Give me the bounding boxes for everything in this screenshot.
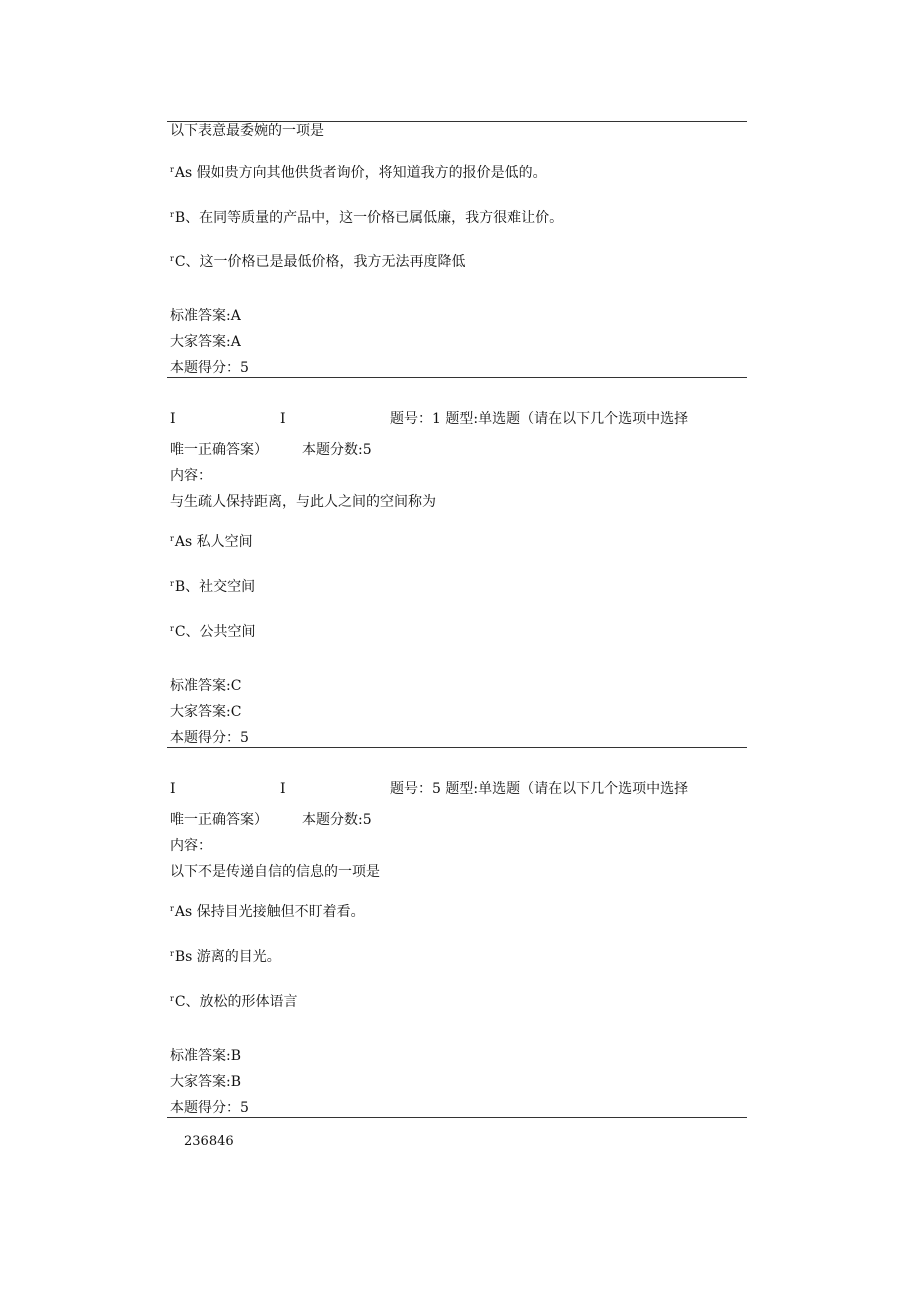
option-c[interactable]	[170, 990, 298, 1011]
divider	[167, 1117, 747, 1118]
option-b[interactable]	[170, 206, 563, 227]
radio-icon[interactable]: r	[170, 210, 174, 219]
question-score: 本题得分：5	[170, 1100, 249, 1116]
option-key: As	[174, 904, 193, 920]
option-text: 假如贵方向其他供货者询价，将知道我方的报价是低的。	[196, 165, 547, 181]
content-label: 内容：	[170, 468, 212, 484]
radio-icon[interactable]: r	[170, 165, 174, 174]
question-content: 以下表意最委婉的一项是	[170, 123, 324, 139]
radio-icon[interactable]: r	[170, 904, 174, 913]
option-text: 社交空间	[199, 579, 256, 595]
radio-icon[interactable]: r	[170, 579, 174, 588]
divider	[167, 747, 747, 748]
option-key: As	[174, 534, 193, 550]
radio-icon[interactable]: r	[170, 949, 174, 958]
page-number: 236846	[184, 1134, 234, 1149]
question-score: 本题得分：5	[170, 360, 249, 376]
option-text: 游离的目光。	[196, 949, 281, 965]
option-key: As	[174, 165, 193, 181]
standard-answer: 标准答案:A	[170, 308, 241, 324]
question-header: 题号：5 题型:单选题（请在以下几个选项中选择	[390, 781, 689, 797]
option-a[interactable]	[170, 530, 253, 551]
question-score: 本题得分：5	[170, 730, 249, 746]
option-key: B、	[174, 210, 200, 226]
radio-icon[interactable]: r	[170, 994, 174, 1003]
option-text: 保持目光接触但不盯着看。	[196, 904, 365, 920]
group-answer: 大家答案:C	[170, 704, 242, 720]
option-a[interactable]	[170, 161, 547, 182]
option-a[interactable]	[170, 900, 365, 921]
option-b[interactable]	[170, 575, 255, 596]
option-text: 这一价格已是最低价格，我方无法再度降低	[199, 254, 466, 270]
header-mark: I	[280, 781, 286, 797]
option-key: C、	[174, 254, 200, 270]
option-key: C、	[174, 994, 200, 1010]
option-b[interactable]	[170, 945, 281, 966]
option-text: 私人空间	[196, 534, 253, 550]
option-key: Bs	[174, 949, 193, 965]
question-content: 与生疏人保持距离，与此人之间的空间称为	[170, 494, 436, 510]
question-header-cont: 唯一正确答案）	[170, 812, 268, 828]
header-mark: I	[280, 411, 286, 427]
option-text: 放松的形体语言	[199, 994, 298, 1010]
option-c[interactable]	[170, 620, 256, 641]
radio-icon[interactable]: r	[170, 254, 174, 263]
question-points: 本题分数:5	[302, 442, 372, 458]
option-key: C、	[174, 624, 200, 640]
group-answer: 大家答案:A	[170, 334, 241, 350]
option-c[interactable]	[170, 250, 466, 271]
question-points: 本题分数:5	[302, 812, 372, 828]
header-mark: I	[170, 781, 176, 797]
radio-icon[interactable]: r	[170, 534, 174, 543]
content-label: 内容：	[170, 838, 212, 854]
standard-answer: 标准答案:C	[170, 678, 242, 694]
question-header: 题号：1 题型:单选题（请在以下几个选项中选择	[390, 411, 689, 427]
divider	[167, 377, 747, 378]
question-header-cont: 唯一正确答案）	[170, 442, 268, 458]
option-key: B、	[174, 579, 200, 595]
question-content: 以下不是传递自信的信息的一项是	[170, 864, 380, 880]
header-mark: I	[170, 411, 176, 427]
option-text: 在同等质量的产品中，这一价格已属低廉，我方很难让价。	[199, 210, 564, 226]
standard-answer: 标准答案:B	[170, 1048, 242, 1064]
group-answer: 大家答案:B	[170, 1074, 242, 1090]
option-text: 公共空间	[199, 624, 256, 640]
radio-icon[interactable]: r	[170, 624, 174, 633]
